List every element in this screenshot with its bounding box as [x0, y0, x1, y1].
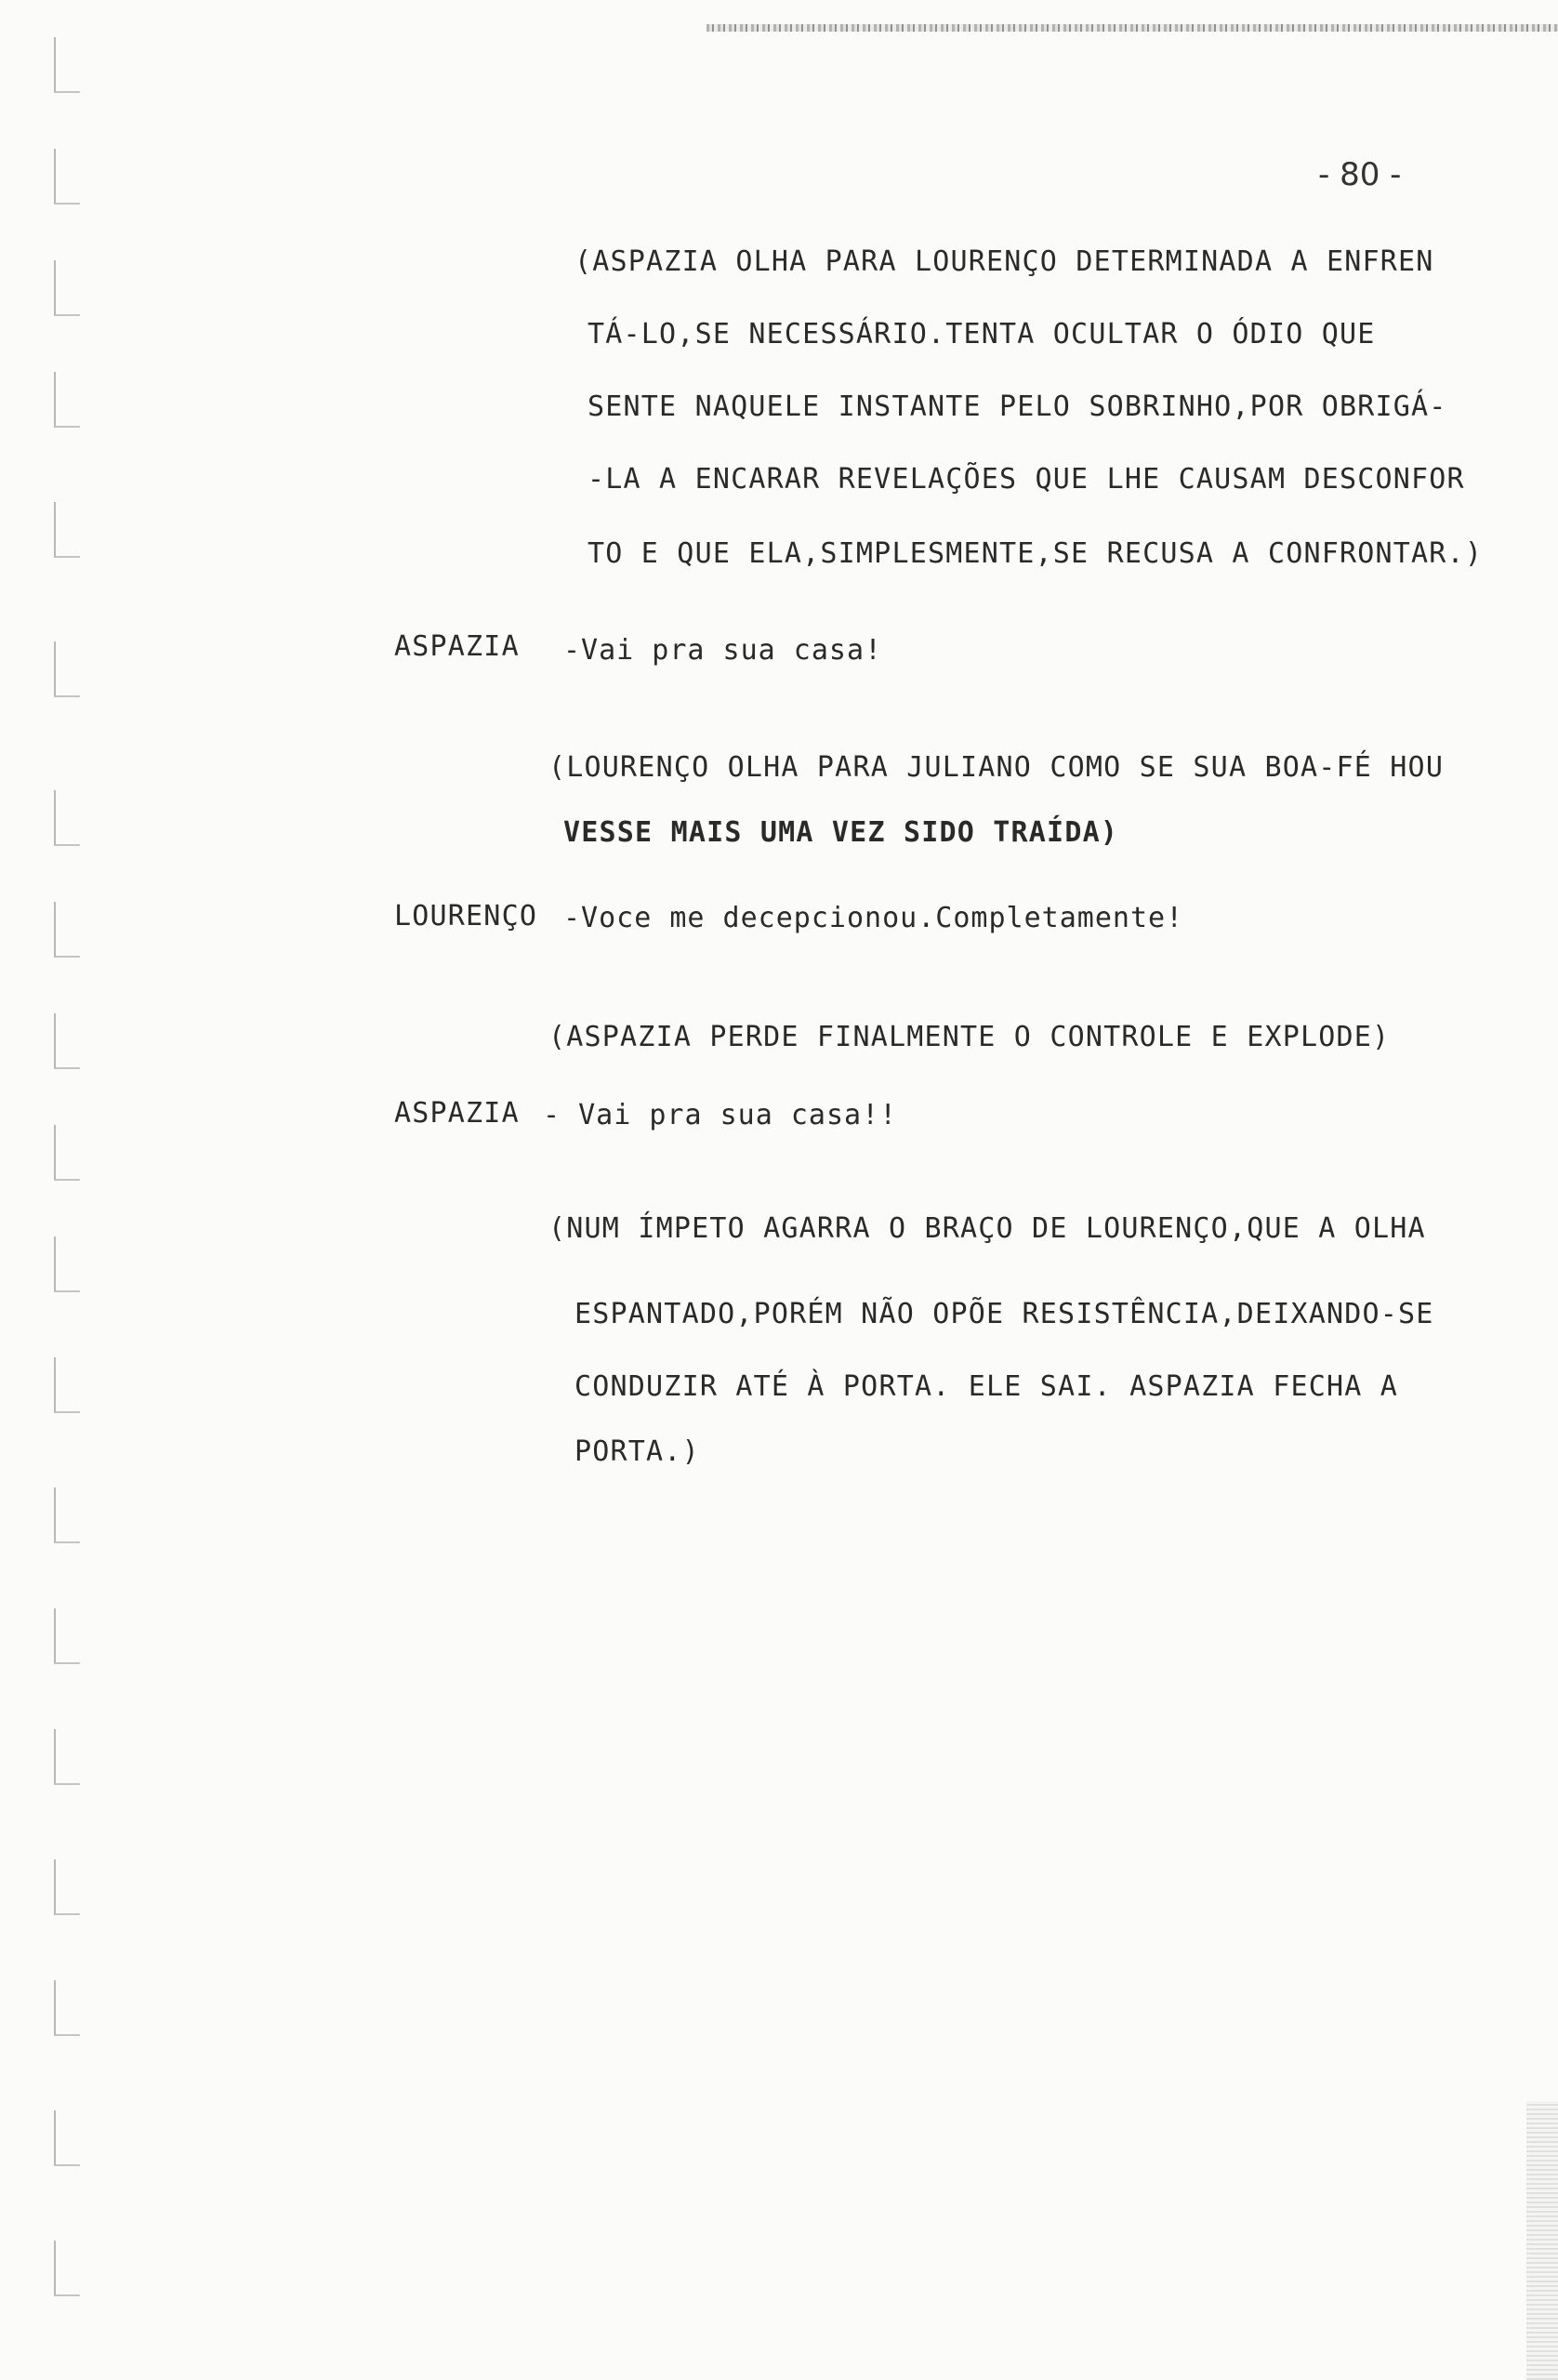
stage-direction-line: TÁ-LO,SE NECESSÁRIO.TENTA OCULTAR O ÓDIO QUE: [588, 318, 1376, 350]
binding-mark: [54, 1236, 80, 1292]
speaker-name: LOURENÇO: [394, 900, 538, 932]
binding-mark: [54, 37, 80, 93]
binding-mark: [54, 372, 80, 428]
binding-mark: [54, 1357, 80, 1413]
dialogue-text: -Vai pra sua casa!: [563, 634, 883, 667]
binding-mark: [54, 1013, 80, 1069]
binding-mark: [54, 260, 80, 316]
binding-mark: [54, 502, 80, 558]
binding-mark: [54, 1980, 80, 2036]
stage-direction-line: PORTA.): [574, 1435, 700, 1468]
stage-direction-line: (LOURENÇO OLHA PARA JULIANO COMO SE SUA BOA-FÉ HOU: [548, 751, 1445, 784]
binding-mark: [54, 790, 80, 846]
stage-direction-line: ESPANTADO,PORÉM NÃO OPÕE RESISTÊNCIA,DEIXANDO-SE: [574, 1298, 1434, 1330]
speaker-name: ASPAZIA: [394, 1097, 520, 1130]
page-number: - 80 -: [1318, 156, 1402, 193]
stage-direction-line: TO E QUE ELA,SIMPLESMENTE,SE RECUSA A CONFRONTAR.): [588, 537, 1484, 570]
binding-mark: [54, 2110, 80, 2166]
stage-direction-line: CONDUZIR ATÉ À PORTA. ELE SAI. ASPAZIA FECHA A: [574, 1370, 1399, 1403]
binding-mark: [54, 1859, 80, 1915]
binding-mark: [54, 641, 80, 697]
binding-mark: [54, 1729, 80, 1785]
speaker-name: ASPAZIA: [394, 630, 520, 663]
scan-edge-noise: [1526, 2101, 1558, 2380]
stage-direction-line: (NUM ÍMPETO AGARRA O BRAÇO DE LOURENÇO,QUE A OLHA: [548, 1212, 1426, 1245]
binding-mark: [54, 149, 80, 205]
binding-mark: [54, 1125, 80, 1181]
scan-edge-rule: [706, 24, 1558, 32]
stage-direction-line: VESSE MAIS UMA VEZ SIDO TRAÍDA): [563, 816, 1119, 849]
binding-mark: [54, 1608, 80, 1664]
binding-margin: [28, 37, 93, 2343]
binding-mark: [54, 902, 80, 958]
stage-direction-line: (ASPAZIA OLHA PARA LOURENÇO DETERMINADA A ENFREN: [574, 245, 1434, 278]
stage-direction-line: -LA A ENCARAR REVELAÇÕES QUE LHE CAUSAM DESCONFOR: [588, 463, 1465, 496]
dialogue-text: - Vai pra sua casa!!: [543, 1099, 898, 1131]
stage-direction-line: (ASPAZIA PERDE FINALMENTE O CONTROLE E EXPLODE): [548, 1021, 1391, 1053]
dialogue-text: -Voce me decepcionou.Completamente!: [563, 902, 1184, 934]
binding-mark: [54, 2241, 80, 2296]
stage-direction-line: SENTE NAQUELE INSTANTE PELO SOBRINHO,POR OBRIGÁ-: [588, 390, 1447, 423]
binding-mark: [54, 1488, 80, 1543]
